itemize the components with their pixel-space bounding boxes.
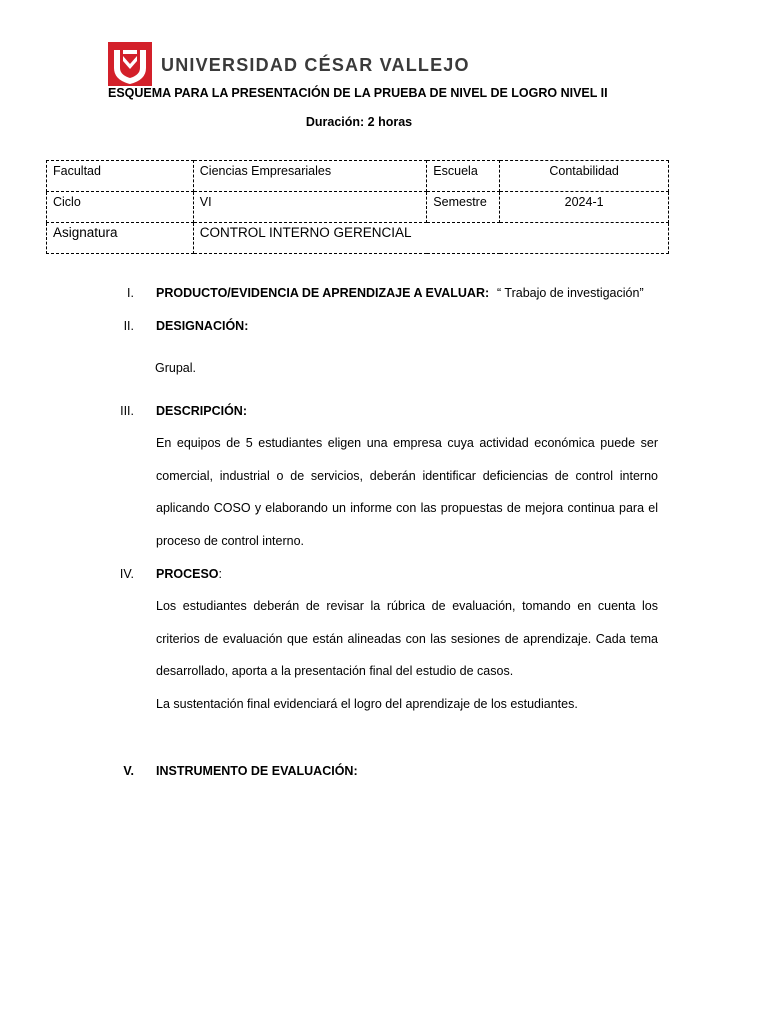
- section-number: V.: [123, 764, 134, 778]
- section-title: INSTRUMENTO DE EVALUACIÓN:: [156, 764, 358, 778]
- process-text: Los estudiantes deberán de revisar la rúbrica de evaluación, tomando en cuenta los criterios de evaluación que están alineadas con las sesiones de aprendizaje. Cada tema desarrollado, aporta a la presentación final del estudio de casos.: [156, 599, 658, 678]
- semestre-value: 2024-1: [500, 192, 669, 223]
- ciclo-value: VI: [193, 192, 427, 223]
- escuela-label: Escuela: [427, 161, 500, 192]
- duration: Duración: 2 horas: [305, 115, 413, 129]
- section-title: DESIGNACIÓN:: [156, 319, 249, 333]
- table-row: [47, 161, 669, 192]
- ciclo-label: Ciclo: [47, 192, 194, 223]
- section-title: DESCRIPCIÓN:: [156, 404, 247, 418]
- asignatura-value: CONTROL INTERNO GERENCIAL: [193, 223, 668, 254]
- section-number: II.: [123, 319, 134, 333]
- section-title: PRODUCTO/EVIDENCIA DE APRENDIZAJE A EVALUAR:: [156, 286, 490, 300]
- section-number: I.: [127, 286, 134, 300]
- facultad-label: Facultad: [47, 161, 194, 192]
- designation-value: Grupal.: [155, 361, 196, 375]
- process-text-2: La sustentación final evidenciará el logro del aprendizaje de los estudiantes.: [156, 697, 578, 711]
- table-row: [47, 223, 669, 254]
- document-title: ESQUEMA PARA LA PRESENTACIÓN DE LA PRUEBA DE NIVEL DE LOGRO NIVEL II: [108, 86, 608, 100]
- course-info-table: [46, 160, 669, 254]
- description-text: En equipos de 5 estudiantes eligen una empresa cuya actividad económica puede ser comercial, industrial o de servicios, deberán identificar deficiencias de control interno aplicando COSO y elaborando un informe con las propuestas de mejora continua para el proceso de control interno.: [156, 436, 658, 548]
- semestre-label: Semestre: [427, 192, 500, 223]
- escuela-value: Contabilidad: [500, 161, 669, 192]
- table-row: [47, 192, 669, 223]
- product-value: “ Trabajo de investigación”: [497, 286, 644, 300]
- facultad-value: Ciencias Empresariales: [193, 161, 427, 192]
- process-title: PROCESO: [156, 567, 219, 581]
- section-title: [156, 567, 222, 581]
- asignatura-label: Asignatura: [47, 223, 194, 254]
- section-number: III.: [120, 404, 134, 418]
- process-title-colon: :: [218, 567, 222, 581]
- university-name: UNIVERSIDAD CÉSAR VALLEJO: [161, 55, 470, 75]
- section-number: IV.: [119, 567, 134, 581]
- university-logo: [108, 42, 152, 86]
